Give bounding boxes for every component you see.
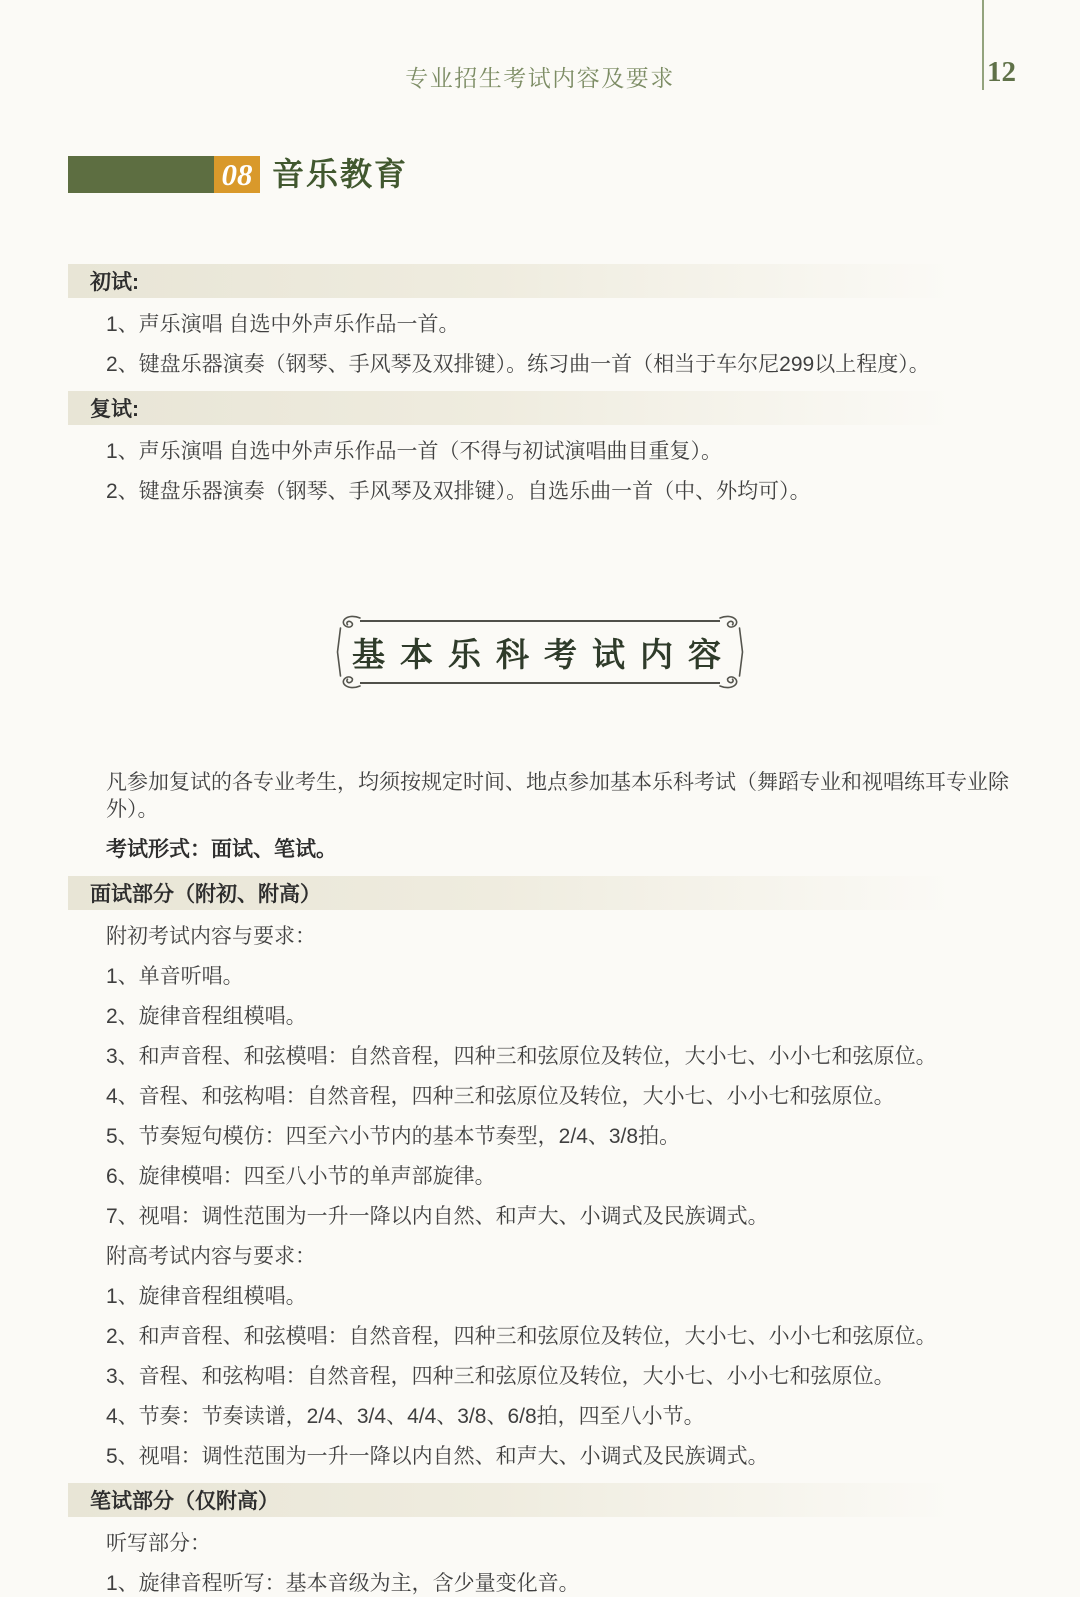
section-title: 音乐教育 bbox=[272, 156, 409, 192]
exam-format-line: 考试形式：面试、笔试。 bbox=[106, 838, 337, 861]
dictation-label: 听写部分： bbox=[106, 1532, 211, 1555]
list-item: 2、和声音程、和弦模唱：自然音程，四种三和弦原位及转位，大小七、小小七和弦原位。 bbox=[106, 1325, 937, 1348]
heading-written-part: 笔试部分（仅附高） bbox=[68, 1483, 1012, 1517]
list-item: 3、和声音程、和弦模唱：自然音程，四种三和弦原位及转位，大小七、小小七和弦原位。 bbox=[106, 1045, 937, 1068]
list-item: 2、旋律音程组模唱。 bbox=[106, 1005, 307, 1028]
basic-exam-section bbox=[68, 769, 1012, 1597]
feature-title: 基本乐科考试内容 bbox=[352, 637, 736, 674]
list-item: 7、视唱：调性范围为一升一降以内自然、和声大、小调式及民族调式。 bbox=[106, 1205, 769, 1228]
header-divider-line bbox=[982, 0, 984, 90]
list-item: 6、旋律模唱：四至八小节的单声部旋律。 bbox=[106, 1165, 496, 1188]
list-item: 5、节奏短句模仿：四至六小节内的基本节奏型，2/4、3/8拍。 bbox=[106, 1125, 681, 1148]
frame-ornament-left-icon bbox=[332, 615, 362, 689]
section-number-badge: 08 bbox=[214, 156, 260, 193]
frame-top-line bbox=[360, 620, 720, 622]
fuchu-label: 附初考试内容与要求： bbox=[106, 925, 316, 948]
heading-second-round: 复试: bbox=[68, 391, 1012, 425]
page-header-title: 专业招生考试内容及要求 bbox=[405, 65, 675, 91]
list-item: 4、节奏：节奏读谱，2/4、3/4、4/4、3/8、6/8拍，四至八小节。 bbox=[106, 1405, 705, 1428]
list-item: 2、键盘乐器演奏（钢琴、手风琴及双排键）。练习曲一首（相当于车尔尼299以上程度）。 bbox=[106, 353, 930, 376]
page-header bbox=[0, 0, 1080, 100]
heading-interview-part: 面试部分（附初、附高） bbox=[68, 876, 1012, 910]
list-item: 2、键盘乐器演奏（钢琴、手风琴及双排键）。自选乐曲一首（中、外均可）。 bbox=[106, 480, 811, 503]
intro-paragraph: 凡参加复试的各专业考生，均须按规定时间、地点参加基本乐科考试（舞蹈专业和视唱练耳专业除外）。 bbox=[106, 771, 1009, 821]
list-item: 1、旋律音程听写：基本音级为主，含少量变化音。 bbox=[106, 1572, 580, 1595]
feature-title-box bbox=[334, 615, 746, 689]
list-item: 4、音程、和弦构唱：自然音程，四种三和弦原位及转位，大小七、小小七和弦原位。 bbox=[106, 1085, 895, 1108]
frame-bottom-line bbox=[360, 682, 720, 684]
page-number: 12 bbox=[987, 56, 1016, 88]
list-item: 1、旋律音程组模唱。 bbox=[106, 1285, 307, 1308]
section-banner bbox=[68, 156, 1080, 193]
fugao-label: 附高考试内容与要求： bbox=[106, 1245, 316, 1268]
frame-ornament-right-icon bbox=[718, 615, 748, 689]
heading-first-round: 初试: bbox=[68, 264, 1012, 298]
list-item: 1、单音听唱。 bbox=[106, 965, 244, 988]
list-item: 3、音程、和弦构唱：自然音程，四种三和弦原位及转位，大小七、小小七和弦原位。 bbox=[106, 1365, 895, 1388]
page-content bbox=[0, 264, 1080, 1597]
banner-green-bar bbox=[68, 156, 214, 193]
list-item: 1、声乐演唱 自选中外声乐作品一首。 bbox=[106, 313, 460, 336]
list-item: 1、声乐演唱 自选中外声乐作品一首（不得与初试演唱曲目重复）。 bbox=[106, 440, 723, 463]
list-item: 5、视唱：调性范围为一升一降以内自然、和声大、小调式及民族调式。 bbox=[106, 1445, 769, 1468]
